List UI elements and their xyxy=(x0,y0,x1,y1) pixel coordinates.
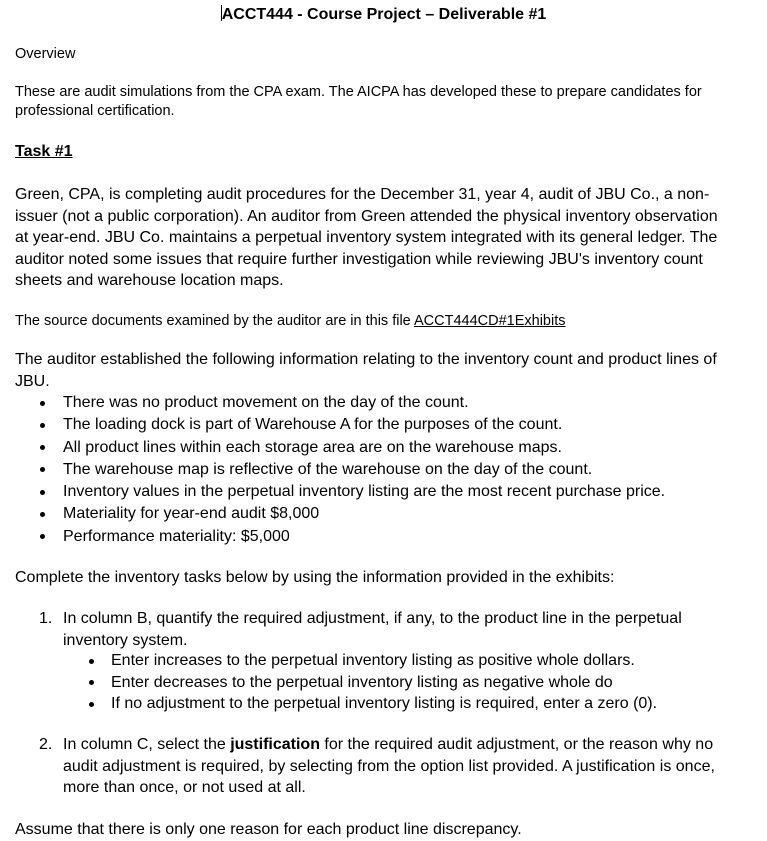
source-documents-line xyxy=(15,312,727,331)
step-text xyxy=(63,734,727,799)
step-number: 1. xyxy=(39,610,53,627)
step-number: 2. xyxy=(39,736,53,753)
list-item: Materiality for year-end audit $8,000 xyxy=(15,503,705,525)
list-item: Inventory values in the perpetual inventory listing are the most recent purchase price. xyxy=(15,481,705,503)
established-intro: The auditor established the following information relating to the inventory count and product lines of JBU. xyxy=(15,351,717,390)
step-text-part: In column C, select the xyxy=(63,736,231,753)
step-1-sublist xyxy=(15,650,727,715)
justification-keyword: justification xyxy=(230,736,320,753)
list-item: Enter decreases to the perpetual inventory listing as negative whole do xyxy=(15,672,727,694)
list-item: The loading dock is part of Warehouse A for the purposes of the count. xyxy=(15,414,705,436)
list-item: All product lines within each storage area are on the warehouse maps. xyxy=(15,437,705,459)
list-item: The warehouse map is reflective of the warehouse on the day of the count. xyxy=(15,459,705,481)
overview-text: These are audit simulations from the CPA exam. The AICPA has developed these to prepare candidates for professional certification. xyxy=(15,84,702,119)
closing-line: Assume that there is only one reason for each product line discrepancy. xyxy=(15,821,522,838)
list-item: There was no product movement on the day of the count. xyxy=(15,392,705,414)
step-text-part: for the required audit adjustment, or the reason why no audit adjustment is required, by selecting from the option list provided. A justification is once, more than once, or not used at all. xyxy=(63,736,715,796)
list-item: Performance materiality: $5,000 xyxy=(15,526,705,548)
facts-list xyxy=(15,392,705,548)
complete-intro: Complete the inventory tasks below by using the information provided in the exhibits: xyxy=(15,569,615,586)
overview-heading: Overview xyxy=(15,46,76,62)
step-text: In column B, quantify the required adjustment, if any, to the product line in the perpetual inventory system. xyxy=(63,610,682,649)
document-title-text: ACCT444 - Course Project – Deliverable #1 xyxy=(221,6,547,23)
task-intro-paragraph: Green, CPA, is completing audit procedures for the December 31, year 4, audit of JBU Co., a non-issuer (not a public corporation). An auditor from Green attended the physical inventory observation at year-end. JBU Co. maintains a perpetual inventory system integrated with its general ledger. The auditor noted some issues that require further investigation while reviewing JBU's inventory count sheets and warehouse location maps. xyxy=(15,186,718,289)
step-1 xyxy=(15,608,727,651)
list-item: Enter increases to the perpetual inventory listing as positive whole dollars. xyxy=(15,650,727,672)
document-title xyxy=(0,5,767,24)
step-2 xyxy=(15,734,727,799)
exhibits-file-link[interactable]: ACCT444CD#1Exhibits xyxy=(413,313,566,329)
task-heading: Task #1 xyxy=(15,143,73,160)
source-prefix: The source documents examined by the auditor are in this file xyxy=(15,313,414,329)
list-item: If no adjustment to the perpetual inventory listing is required, enter a zero (0). xyxy=(15,693,727,715)
